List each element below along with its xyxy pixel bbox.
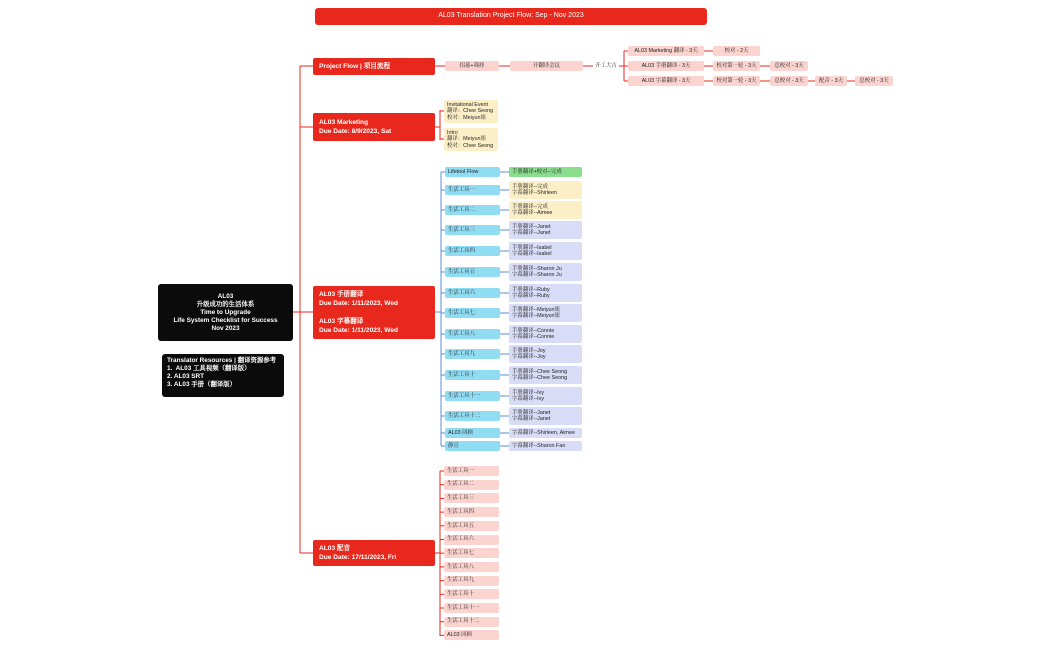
text-line: 生活工具八: [447, 563, 474, 570]
tool-item[interactable]: [445, 349, 500, 359]
text-line: 生活工具三: [448, 226, 475, 233]
dubbing-item[interactable]: [444, 480, 499, 490]
tool-item[interactable]: [445, 308, 500, 318]
text-line: 生活工具四: [447, 508, 474, 515]
text-line: 1. AL03 工具视频（翻译版）: [167, 365, 251, 372]
text-line: 手册翻译--Joy: [512, 347, 546, 354]
text-line: Lifetool Flow: [448, 168, 479, 175]
dubbing-item[interactable]: [444, 617, 499, 627]
branch-marketing[interactable]: [313, 113, 435, 141]
text-line: 总校对 - 3天: [774, 62, 804, 69]
text-line: 翻译：Chee Seong: [447, 108, 494, 115]
flow-track-step[interactable]: [770, 61, 808, 71]
text-line: 总校对 - 3天: [859, 77, 889, 84]
marketing-item[interactable]: [444, 100, 498, 123]
tool-assignment[interactable]: [509, 345, 582, 363]
text-line: AL03 配音: [319, 545, 351, 552]
flow-track-step[interactable]: [628, 61, 704, 71]
tool-item[interactable]: [445, 167, 500, 177]
text-line: 2. AL03 SRT: [167, 373, 205, 380]
text-line: 字幕翻译--Ivy: [512, 396, 545, 402]
text-line: 字幕翻译--Sharon Fan: [512, 442, 566, 449]
text-line: 手册翻译--Ruby: [512, 286, 550, 293]
tool-assignment[interactable]: [509, 221, 582, 239]
branch-dubbing[interactable]: [313, 540, 435, 566]
text-line: 翻译：Meiyun姐: [447, 136, 486, 143]
text-line: [319, 308, 429, 317]
text-line: 手册翻译--Connie: [512, 327, 555, 334]
dubbing-item[interactable]: [444, 535, 499, 545]
text-line: 字幕翻译--Isabel: [512, 251, 552, 257]
text-line: 字幕翻译--Connie: [512, 334, 555, 340]
text-line: AL03 回顾: [448, 429, 473, 436]
text-line: AL03 手册翻译: [319, 291, 364, 298]
flow-track-step[interactable]: [770, 76, 808, 86]
tool-item[interactable]: [445, 246, 500, 256]
text-line: 生活工具三: [447, 495, 474, 502]
flow-track-step[interactable]: [815, 76, 847, 86]
text-line: AL03 回顾: [447, 632, 472, 639]
text-line: 手册翻译--完成: [512, 203, 548, 210]
text-line: 字幕翻译--Janet: [512, 416, 551, 422]
text-line: 字幕翻译--Ruby: [512, 293, 550, 299]
dubbing-item[interactable]: [444, 493, 499, 503]
text-line: 字幕翻译--Meiyun姐: [512, 313, 560, 319]
dubbing-item[interactable]: [444, 507, 499, 517]
text-line: 手册翻译--Chee Seong: [512, 368, 568, 375]
text-line: 3. AL03 手册（翻译版）: [167, 381, 237, 388]
text-line: Project Flow | 项目流程: [319, 63, 391, 70]
text-line: 升级成功的生活体系: [196, 300, 255, 308]
text-line: 字幕翻译--Shirleen: [512, 190, 557, 196]
flow-step[interactable]: [593, 61, 619, 71]
tool-item[interactable]: [445, 391, 500, 401]
tool-assignment[interactable]: [509, 441, 582, 451]
flow-step[interactable]: [510, 61, 583, 71]
text-line: 生活工具七: [447, 549, 474, 556]
text-line: 生活工具五: [447, 522, 474, 529]
dubbing-item[interactable]: [444, 562, 499, 572]
flow-step[interactable]: [445, 61, 499, 71]
tool-assignment[interactable]: [509, 263, 582, 281]
tool-assignment[interactable]: [509, 304, 582, 322]
flow-track-step[interactable]: [713, 61, 760, 71]
tool-assignment[interactable]: [509, 167, 582, 177]
tool-item[interactable]: [445, 428, 500, 438]
text-line: 字幕翻译--Joy: [512, 354, 546, 360]
text-line: AL03: [217, 292, 234, 300]
tool-assignment[interactable]: [509, 201, 582, 219]
dubbing-item[interactable]: [444, 548, 499, 558]
text-line: Life System Checklist for Success: [173, 316, 278, 324]
dubbing-item[interactable]: [444, 603, 499, 613]
text-line: AL03 Marketing 翻译 - 3天: [634, 47, 698, 54]
text-line: 字幕翻译--Shirleen, Aimee: [512, 429, 575, 436]
translator-resources[interactable]: [162, 354, 284, 397]
text-line: AL03 字幕翻译: [319, 318, 364, 325]
text-line: AL03 Marketing: [319, 119, 369, 126]
text-line: 生活工具六: [447, 536, 474, 543]
text-line: Invitational Event: [447, 101, 489, 108]
tool-assignment[interactable]: [509, 325, 582, 343]
text-line: 手册翻译--Janet: [512, 409, 551, 416]
tool-assignment[interactable]: [509, 181, 582, 199]
text-line: 手册翻译--Isabel: [512, 244, 552, 251]
tool-item[interactable]: [445, 267, 500, 277]
text-line: 生活工具一: [447, 467, 474, 474]
branch-project-flow[interactable]: [313, 58, 435, 75]
page-title: AL03 Translation Project Flow: Sep - Nov 2023: [315, 8, 707, 25]
text-line: 生活工具十: [447, 591, 474, 598]
flow-track-step[interactable]: [628, 76, 704, 86]
tool-assignment[interactable]: [509, 242, 582, 260]
text-line: 生活工具十: [448, 371, 475, 378]
flow-track-step[interactable]: [628, 46, 704, 56]
root-topic[interactable]: [158, 284, 293, 341]
marketing-item[interactable]: [444, 128, 498, 151]
text-line: Due Date: 1/11/2023, Wed: [319, 327, 399, 334]
text-line: 配音 - 3天: [819, 77, 843, 84]
dubbing-item[interactable]: [444, 521, 499, 531]
text-line: 手册翻译--Janet: [512, 223, 551, 230]
tool-item[interactable]: [445, 205, 500, 215]
text-line: Nov 2023: [211, 324, 240, 332]
tool-item[interactable]: [445, 185, 500, 195]
text-line: 生活工具二: [447, 481, 474, 488]
text-line: 校对 - 2天: [724, 47, 749, 54]
text-line: 生活工具八: [448, 330, 475, 337]
text-line: Time to Upgrade: [200, 308, 251, 316]
text-line: 手册翻译--完成: [512, 183, 548, 190]
tool-assignment[interactable]: [509, 428, 582, 438]
text-line: 生活工具六: [448, 289, 475, 296]
dubbing-item[interactable]: [444, 466, 499, 476]
text-line: 总校对 - 3天: [774, 77, 804, 84]
text-line: 校对：Chee Seong: [447, 142, 494, 149]
text-line: Due Date: 8/9/2023, Sat: [319, 128, 392, 135]
branch-manual-subtitle[interactable]: [313, 286, 435, 339]
text-line: 校对第一轮 - 3天: [716, 62, 757, 69]
text-line: Intro: [447, 129, 458, 136]
dubbing-item[interactable]: [444, 589, 499, 599]
text-line: 字幕翻译--Aimee: [512, 210, 553, 216]
text-line: 静宣: [448, 442, 459, 449]
tool-assignment[interactable]: [509, 366, 582, 384]
text-line: 手册翻译--Meiyun姐: [512, 306, 560, 313]
text-line: 生活工具十一: [447, 604, 480, 611]
tool-item[interactable]: [445, 441, 500, 451]
tool-item[interactable]: [445, 225, 500, 235]
tool-item[interactable]: [445, 288, 500, 298]
flow-track-step[interactable]: [713, 76, 760, 86]
dubbing-item[interactable]: [444, 576, 499, 586]
text-line: 生活工具七: [448, 309, 475, 316]
text-line: AL03 字幕翻译 - 3天: [641, 77, 691, 84]
text-line: Due Date: 1/11/2023, Wed: [319, 300, 399, 307]
tool-item[interactable]: [445, 370, 500, 380]
tool-item[interactable]: [445, 411, 500, 421]
text-line: 字幕翻译--Chee Seong: [512, 375, 568, 381]
flow-track-step[interactable]: [855, 76, 893, 86]
text-line: 字幕翻译--Janet: [512, 230, 551, 236]
text-line: 生活工具五: [448, 268, 475, 275]
text-line: 招募+筛择: [459, 62, 485, 69]
text-line: 手册翻译--Sharon Ju: [512, 265, 562, 272]
text-line: 字幕翻译--Sharon Ju: [512, 272, 562, 278]
tool-assignment[interactable]: [509, 284, 582, 302]
text-line: 生活工具一: [448, 186, 475, 193]
text-line: 生活工具十二: [447, 618, 480, 625]
flow-track-step[interactable]: [713, 46, 760, 56]
tool-assignment[interactable]: [509, 407, 582, 425]
text-line: AL03 手册翻译 - 3天: [641, 62, 691, 69]
text-line: 生活工具九: [448, 350, 475, 357]
text-line: 手册翻译+校对--完成: [512, 168, 562, 175]
tool-assignment[interactable]: [509, 387, 582, 405]
text-line: Translator Resources | 翻译资源参考: [167, 357, 277, 364]
text-line: 开工大吉: [595, 62, 617, 69]
text-line: 生活工具九: [447, 577, 474, 584]
tool-item[interactable]: [445, 329, 500, 339]
text-line: 生活工具二: [448, 206, 475, 213]
text-line: 开翻译会议: [533, 62, 560, 69]
text-line: 校对第一轮 - 3天: [716, 77, 757, 84]
text-line: 生活工具十二: [448, 412, 481, 419]
text-line: Due Date: 17/11/2023, Fri: [319, 554, 397, 561]
text-line: 生活工具十一: [448, 392, 481, 399]
dubbing-item[interactable]: [444, 630, 499, 640]
text-line: 校对：Meiyun姐: [447, 114, 486, 121]
text-line: 手册翻译--Ivy: [512, 389, 545, 396]
text-line: 生活工具四: [448, 247, 475, 254]
